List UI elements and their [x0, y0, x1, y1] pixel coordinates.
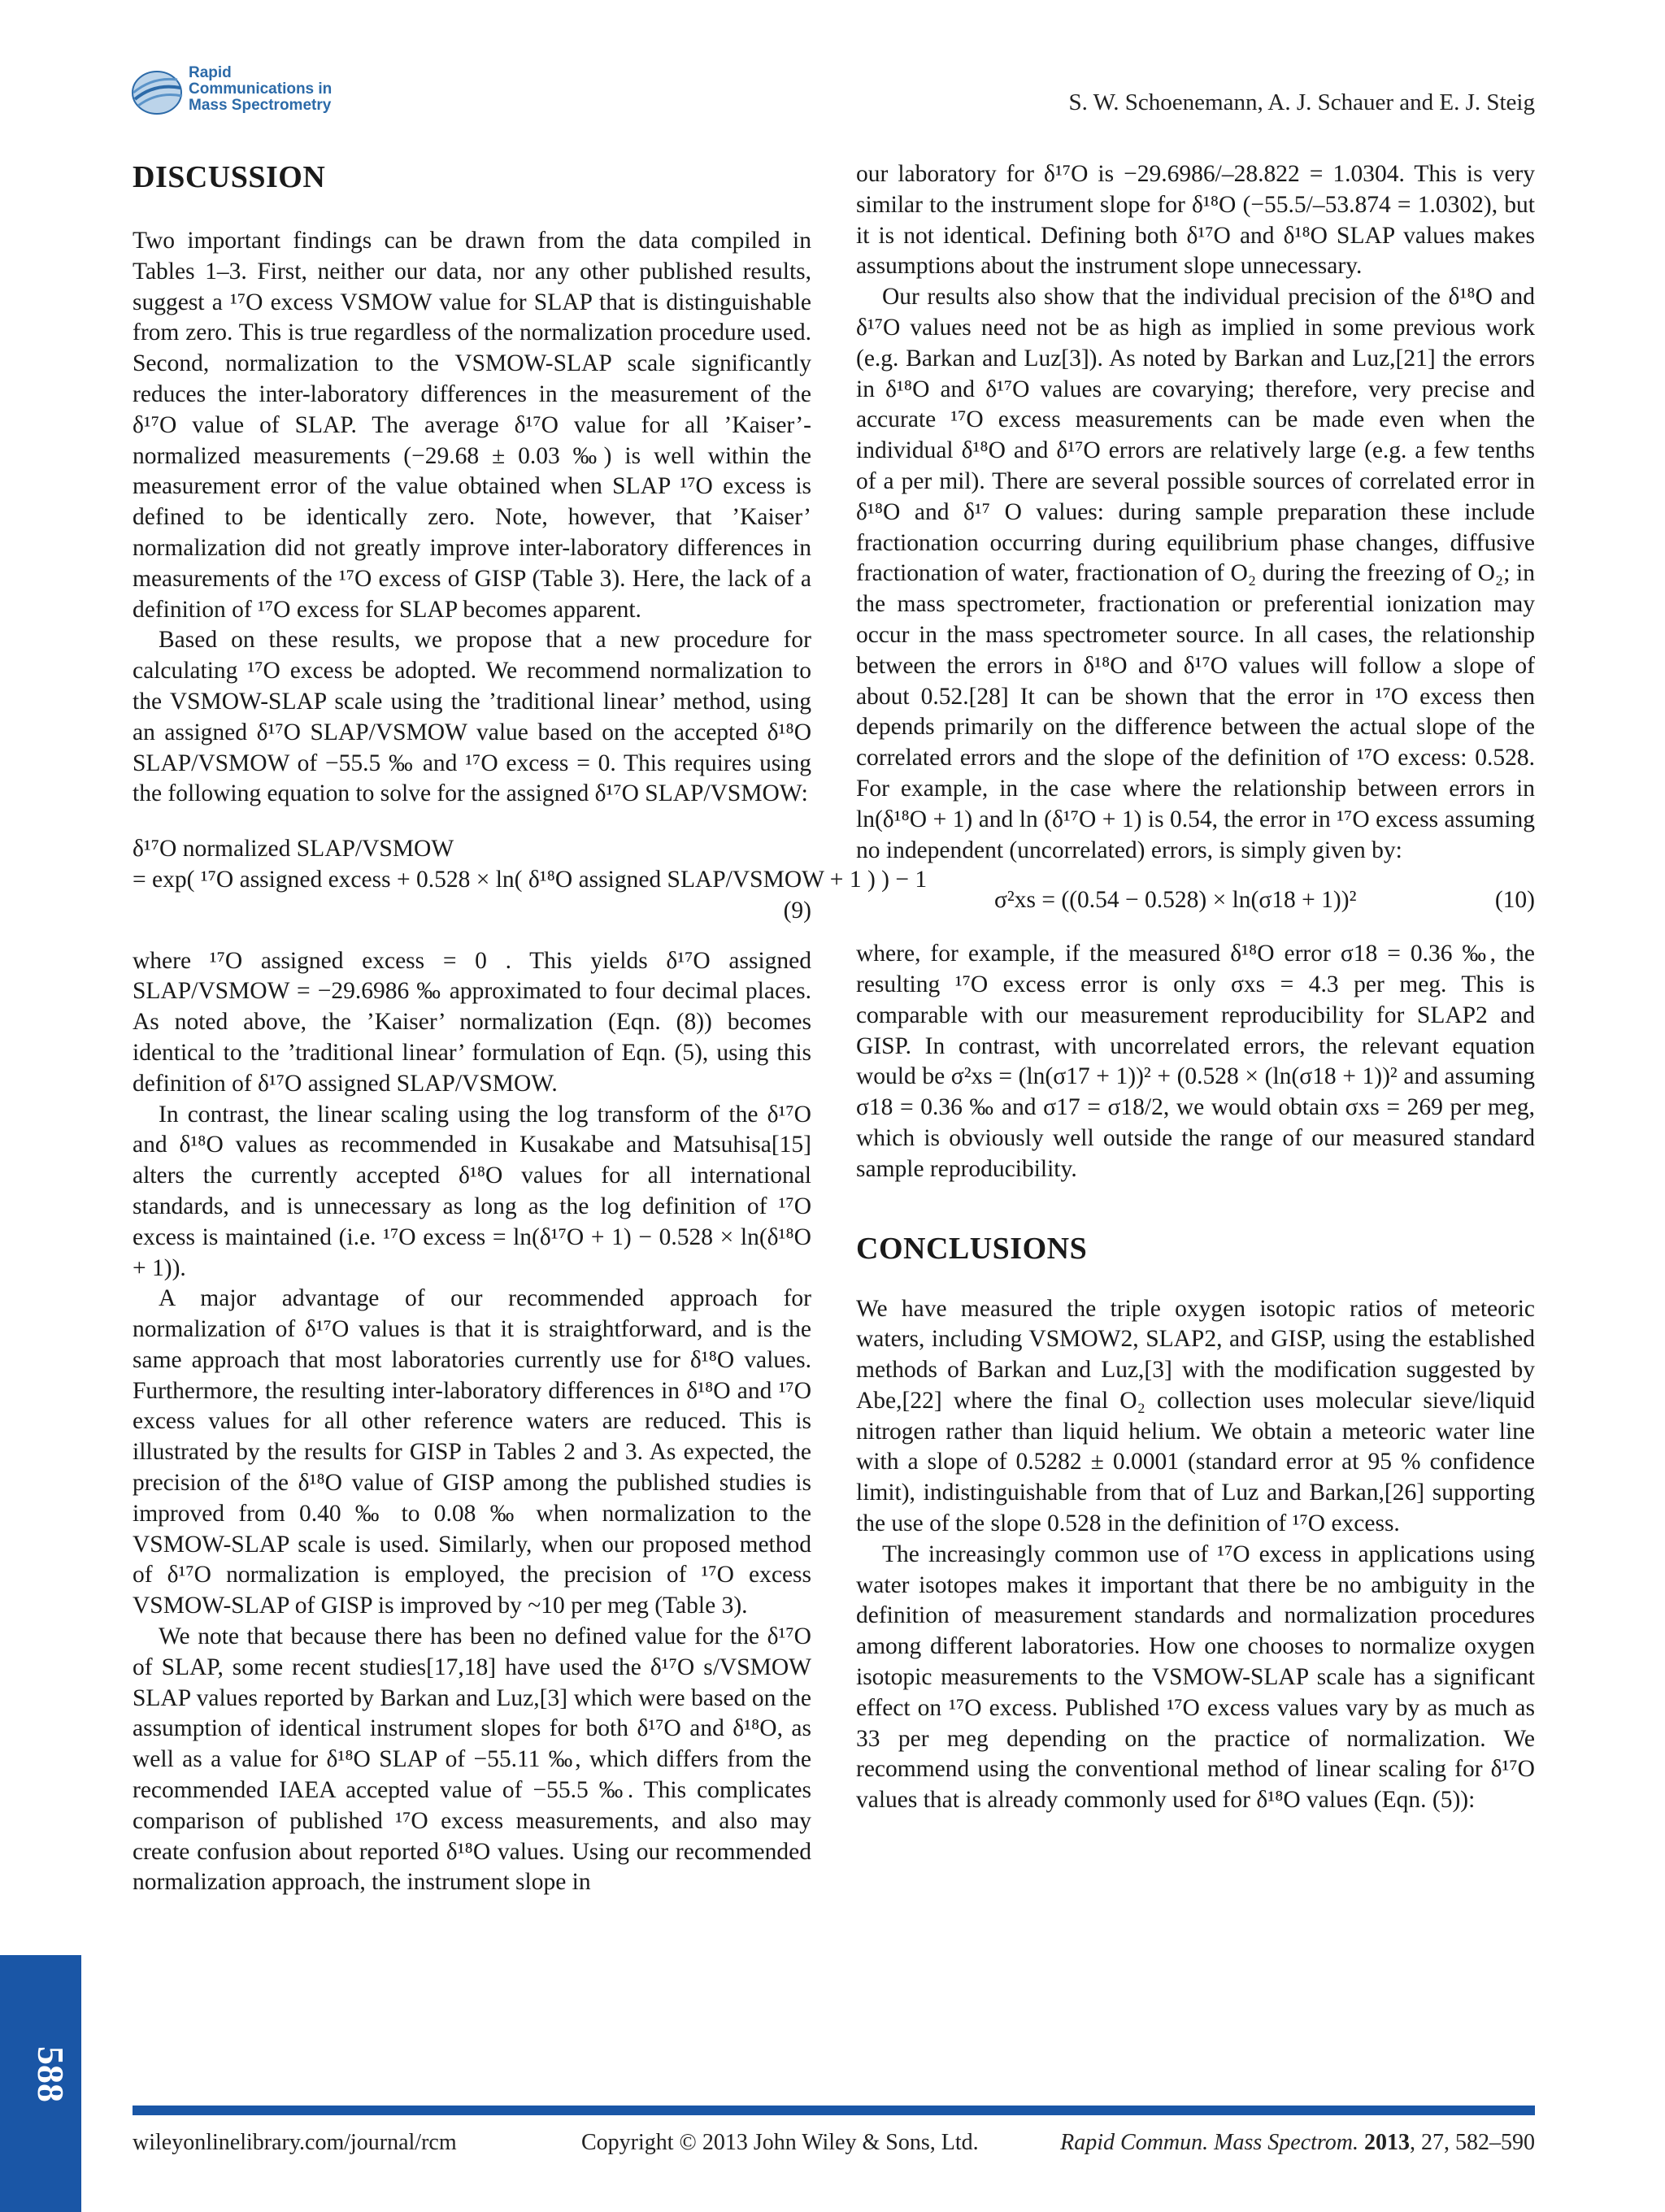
paragraph: We have measured the triple oxygen isotopic ratios of meteoric waters, including VSMOW2, SLAP2, and GISP, using the established methods of Barkan and Luz,[3] with the modification suggested by Abe,[22] where the final O₂ collection uses molecular sieve/liquid nitrogen rather than liquid helium. We obtain a meteoric water line with a slope of 0.5282 ± 0.0001 (standard error at 95 % confidence limit), indistinguishable from that of Luz and Barkan,[26] supporting the use of the slope 0.528 in the definition of ¹⁷O excess.	[856, 1295, 1535, 1537]
paragraph: our laboratory for δ¹⁷O is −29.6986/–28.822 = 1.0304. This is very similar to the instrument slope for δ¹⁸O (−55.5/–53.874 = 1.0302), but it is not identical. Defining both δ¹⁷O and δ¹⁸O SLAP values makes assumptions about the instrument slope unnecessary.	[856, 161, 1535, 280]
journal-url[interactable]: wileyonlinelibrary.com/journal/rcm	[133, 2130, 457, 2155]
logo-line-3: Mass Spectrometry	[189, 97, 332, 114]
paragraph: The increasingly common use of ¹⁷O excess in applications using water isotopes makes it important that there be no ambiguity in the definition of measurement standards and normalization procedures among different laboratories. How one chooses to normalize oxygen isotopic measurements to the VSMOW-SLAP scale has a significant effect on ¹⁷O excess. Published ¹⁷O excess values vary by as much as 33 per meg depending on the practice of normalization. We recommend using the conventional method of linear scaling for δ¹⁷O values that is already commonly used for δ¹⁸O values (Eqn. (5)):	[856, 1541, 1535, 1814]
paragraph: In contrast, the linear scaling using the log transform of the δ¹⁷O and δ¹⁸O values as recommended in Kusakabe and Matsuhisa[15] alters the currently accepted δ¹⁸O values for all international standards, and is unnecessary as long as the log definition of ¹⁷O excess is maintained (i.e. ¹⁷O excess = ln(δ¹⁷O + 1) − 0.528 × ln(δ¹⁸O + 1)).	[133, 1101, 811, 1281]
paragraph: Two important findings can be drawn from the data compiled in Tables 1–3. First, neither our data, nor any other published results, suggest a ¹⁷O excess VSMOW value for SLAP that is distinguishable from zero. This is true regardless of the normalization procedure used. Second, normalization to the VSMOW-SLAP scale significantly reduces the inter-laboratory differences in the measurement of the δ¹⁷O value of SLAP. The average δ¹⁷O value for all ’Kaiser’-normalized measurements (−29.68 ± 0.03 ‰) is well within the measurement error of the value obtained when SLAP ¹⁷O excess is defined to be identically zero. Note, however, that ’Kaiser’ normalization did not greatly improve inter-laboratory differences in measurements of the ¹⁷O excess of GISP (Table 3). Here, the lack of a definition of ¹⁷O excess for SLAP becomes apparent.	[133, 228, 811, 623]
citation-year: 2013	[1364, 2130, 1410, 2155]
paragraph: Our results also show that the individual precision of the δ¹⁸O and δ¹⁷O values need not be as high as implied in some previous work (e.g. Barkan and Luz[3]). As noted by Barkan and Luz,[21] the errors in δ¹⁸O and δ¹⁷O values are covarying; therefore, very precise and accurate ¹⁷O excess measurements can be made even when the individual δ¹⁸O and δ¹⁷O errors are relatively large (e.g. a few tenths of a per mil). There are several possible sources of correlated error in δ¹⁸O and δ¹⁷ O values: during sample preparation these include fractionation occurring during equilibrium phase changes, diffusive fractionation of water, fractionation of O₂ during the freezing of O₂; in the mass spectrometer, fractionation or preferential ionization may occur in the mass spectrometer source. In all cases, the relationship between the errors in δ¹⁸O and δ¹⁷O values will follow a slope of about 0.52.[28] It can be shown that the error in ¹⁷O excess then depends primarily on the difference between the actual slope of the correlated errors and the slope of the definition of ¹⁷O excess: 0.528. For example, in the case where the relationship between errors in ln(δ¹⁸O + 1) and ln (δ¹⁷O + 1) is 0.54, the error in ¹⁷O excess assuming no independent (uncorrelated) errors, is simply given by:	[856, 284, 1535, 863]
left-column	[133, 159, 928, 1898]
right-column	[856, 159, 1535, 1816]
citation-volume-pages: , 27, 582–590	[1410, 2130, 1535, 2155]
equation-9	[133, 834, 928, 926]
paragraph: where ¹⁷O assigned excess = 0 . This yields δ¹⁷O assigned SLAP/VSMOW = −29.6986 ‰ approximated to four decimal places. As noted above, the ’Kaiser’ normalization (Eqn. (8)) becomes identical to the ’traditional linear’ formulation of Eqn. (5), using this definition of δ¹⁷O assigned SLAP/VSMOW.	[133, 947, 811, 1097]
equation-line: = exp( ¹⁷O assigned excess + 0.528 × ln( δ¹⁸O assigned SLAP/VSMOW + 1 ) ) − 1	[133, 866, 928, 893]
logo-line-2: Communications in	[189, 80, 333, 98]
equation-number: (9)	[783, 897, 811, 923]
journal-logo	[130, 63, 358, 120]
equation-number: (10)	[1494, 887, 1535, 914]
equation-line: δ¹⁷O normalized SLAP/VSMOW	[133, 836, 454, 863]
logo-line-1: Rapid	[189, 64, 232, 81]
equation-10	[856, 885, 1535, 916]
paragraph: A major advantage of our recommended approach for normalization of δ¹⁷O values is that it is straightforward, and is the same approach that most laboratories currently use for δ¹⁸O values. Furthermore, the resulting inter-laboratory differences in δ¹⁸O and ¹⁷O excess values for all other reference waters are reduced. This is illustrated by the results for GISP in Tables 2 and 3. As expected, the precision of the δ¹⁸O value of GISP among the published studies is improved from 0.40 ‰ to 0.08 ‰ when normalization to the VSMOW-SLAP scale is used. Similarly, when our proposed method of δ¹⁷O normalization is employed, the precision of ¹⁷O excess VSMOW-SLAP of GISP is improved by ~10 per meg (Table 3).	[133, 1285, 811, 1619]
running-head: S. W. Schoenemann, A. J. Schauer and E. J. Steig	[1068, 89, 1535, 115]
citation	[1060, 2130, 1535, 2156]
logo-text	[189, 65, 332, 114]
footer-rule	[133, 2106, 1535, 2115]
copyright: Copyright © 2013 John Wiley & Sons, Ltd.	[581, 2130, 979, 2155]
section-heading-discussion: DISCUSSION	[133, 160, 326, 194]
section-heading-conclusions: CONCLUSIONS	[856, 1231, 1088, 1266]
page-number: 588	[30, 2046, 72, 2102]
globe-icon	[130, 68, 184, 115]
page-number-tab	[0, 1955, 81, 2212]
paragraph: where, for example, if the measured δ¹⁸O error σ18 = 0.36 ‰, the resulting ¹⁷O excess error is only σxs = 4.3 per meg. This is comparable with our measurement reproducibility for SLAP2 and GISP. In contrast, with uncorrelated errors, the relevant equation would be σ²xs = (ln(σ17 + 1))² + (0.528 × (ln(σ18 + 1))² and assuming σ18 = 0.36 ‰ and σ17 = σ18/2, we would obtain σxs = 269 per meg, which is obviously well outside the range of our measured standard sample reproducibility.	[856, 941, 1535, 1182]
paragraph: We note that because there has been no defined value for the δ¹⁷O of SLAP, some recent studies[17,18] have used the δ¹⁷O s/VSMOW SLAP values reported by Barkan and Luz,[3] which were based on the assumption of identical instrument slopes for both δ¹⁷O and δ¹⁸O, as well as a value for δ¹⁸O SLAP of −55.11 ‰, which differs from the recommended IAEA accepted value of −55.5 ‰. This complicates comparison of published ¹⁷O excess measurements, and also may create confusion about reported δ¹⁸O values. Using our recommended normalization approach, the instrument slope in	[133, 1623, 811, 1896]
citation-journal: Rapid Commun. Mass Spectrom.	[1060, 2130, 1359, 2155]
paragraph: Based on these results, we propose that a new procedure for calculating ¹⁷O excess be adopted. We recommend normalization to the VSMOW-SLAP scale using the ’traditional linear’ method, using an assigned δ¹⁷O SLAP/VSMOW value based on the accepted δ¹⁸O SLAP/VSMOW of −55.5 ‰ and ¹⁷O excess = 0. This requires using the following equation to solve for the assigned δ¹⁷O SLAP/VSMOW:	[133, 627, 811, 807]
equation-body: σ²xs = ((0.54 − 0.528) × ln(σ18 + 1))²	[994, 887, 1357, 914]
